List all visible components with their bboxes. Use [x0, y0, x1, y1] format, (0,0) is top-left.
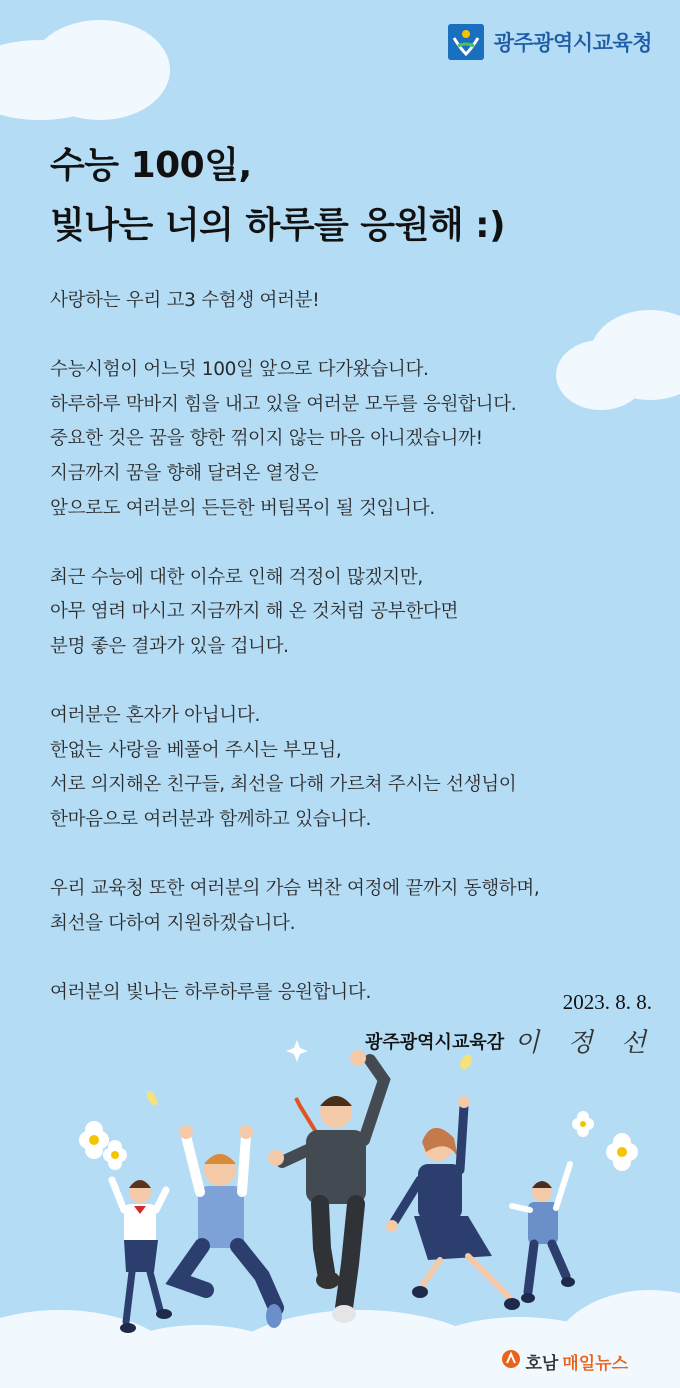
org-logo	[448, 24, 652, 60]
letter-line: 한마음으로 여러분과 함께하고 있습니다.	[50, 808, 372, 830]
letter-line: 여러분은 혼자가 아닙니다.	[50, 705, 261, 727]
news-logo-icon	[501, 1349, 521, 1374]
letter-paragraph-4	[50, 872, 650, 941]
title-line-1: 수능 100일,	[50, 145, 252, 186]
letter-date: 2023. 8. 8.	[562, 990, 652, 1014]
letter-body	[50, 284, 650, 1010]
leaf-icon	[145, 1053, 475, 1107]
letter-line: 수능시험이 어느덧 100일 앞으로 다가왔습니다.	[50, 359, 429, 381]
greeting-line: 사랑하는 우리 고3 수험생 여러분!	[50, 290, 320, 311]
letter-paragraph-1	[50, 353, 650, 526]
letter-line: 아무 염려 마시고 지금까지 해 온 것처럼 공부한다면	[50, 601, 459, 623]
students-jumping-illustration	[0, 1040, 680, 1388]
letter-line: 분명 좋은 결과가 있을 겁니다.	[50, 635, 289, 657]
news-name-part1: 호남	[525, 1354, 559, 1374]
letter-line: 하루하루 막바지 힘을 내고 있을 여러분 모두를 응원합니다.	[50, 393, 517, 415]
sparkle-icon	[286, 1040, 308, 1062]
cloud-decoration	[30, 20, 170, 120]
greeting-paragraph	[50, 284, 650, 319]
closing-line: 여러분의 빛나는 하루하루를 응원합니다.	[50, 981, 372, 1003]
news-watermark	[501, 1349, 628, 1374]
letter-line: 최선을 다하여 지원하겠습니다.	[50, 912, 296, 934]
letter-line: 우리 교육청 또한 여러분의 가슴 벅찬 여정에 끝까지 동행하며,	[50, 878, 540, 900]
signature-title: 광주광역시교육감	[365, 1031, 505, 1053]
letter-paragraph-3	[50, 699, 650, 837]
student-figure	[386, 1096, 520, 1310]
handwritten-signature: 이 정 선	[514, 1028, 656, 1058]
title-line-2: 빛나는 너의 하루를 응원해 :)	[50, 205, 506, 246]
letter-line: 서로 의지해온 친구들, 최선을 다해 가르쳐 주시는 선생님이	[50, 774, 517, 796]
letter-line: 최근 수능에 대한 이슈로 인해 걱정이 많겠지만,	[50, 566, 423, 588]
letter-line: 중요한 것은 꿈을 향한 꺾이지 않는 마음 아니겠습니까!	[50, 428, 483, 450]
page-title	[50, 136, 505, 256]
letter-line: 한없는 사랑을 베풀어 주시는 부모님,	[50, 739, 342, 761]
letter-line: 앞으로도 여러분의 든든한 버팀목이 될 것입니다.	[50, 497, 435, 519]
student-figure	[112, 1180, 172, 1333]
closing-paragraph	[50, 976, 650, 1011]
org-name: 광주광역시교육청	[493, 31, 652, 55]
student-figure	[268, 1050, 384, 1323]
letter-paragraph-2	[50, 561, 650, 665]
student-figure	[512, 1164, 575, 1303]
education-office-emblem-icon	[448, 24, 484, 60]
student-figure	[178, 1125, 282, 1328]
letter-line: 지금까지 꿈을 향해 달려온 열정은	[50, 462, 319, 484]
news-name-part2: 매일뉴스	[562, 1354, 628, 1374]
